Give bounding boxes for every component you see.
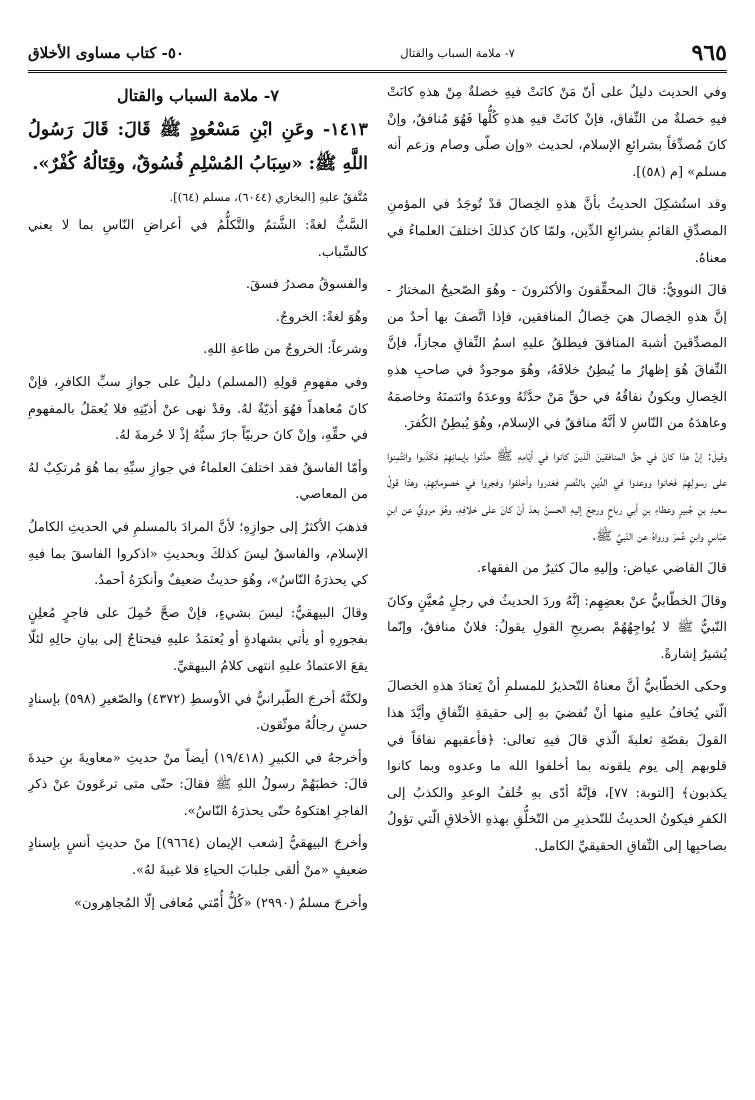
- commentary-paragraph: وفي الحديث دليلٌ على أنّ مَنْ كانَتْ فيهِ خصلةٌ مِنْ هذهِ كانَتْ فيهِ خصلةٌ من النِّفاق، فإنْ كانَتْ فيهِ هذهِ كُلُّها فَهُوَ مُنافقٌ، وإنْ كانَ مُصدِّقاً بشرائعِ الإسلام، لحديث «وإن صلّى وصام وزعم أنه مسلم» [م (٥٨)].: [387, 85, 727, 180]
- commentary-paragraph: وأخرجَ مسلمٌ (٢٩٩٠) «كُلُّ أُمّتي مُعافى إلّا المُجاهِرون»: [74, 895, 368, 911]
- commentary-paragraph: فذهبَ الأكثرُ إلى جوازِهِ؛ لأنَّ المرادَ بالمسلمِ في الحديثِ الكاملُ الإسلام، والفاسقُ ليسَ كذلكَ وبحديثِ «اذكروا الفاسقَ بما فيهِ كي يحذرَهُ النّاسُ»، وهُوَ حديثٌ ضعيفٌ وأنكرَهُ أحمدُ.: [28, 519, 368, 589]
- commentary-paragraph: ولكنَّهُ أخرجَ الطّبرانيُّ في الأوسطِ (٤٣٧٢) والصّغيرِ (٥٩٨) بإسنادٍ حسنٍ رجالُهُ موثّقون.: [28, 691, 368, 734]
- commentary-paragraph: وقالَ البيهقيُّ: ليسَ بشيءٍ، فإنْ صحَّ حُمِلَ على فاجرٍ مُعلِنٍ بفجورِهِ أو يأتي بشهادةٍ أو يُعتمَدُ عليهِ فيحتاجُ إلى بيانِ حالِهِ لئلّا يقعَ الاعتمادُ عليهِ انتهى كلامُ البيهقيِّ.: [28, 605, 368, 674]
- commentary-paragraph: وحكى الخطّابيُّ أنَّ معناهُ التّحذيرُ للمسلمِ أنْ يَعتادَ هذهِ الخصالَ الّتي يُخافُ عليهِ منها أنْ تُفضيَ بهِ إلى حقيقةِ النِّفاقِ وأيَّدَ هذا القولَ بقصّةِ ثعلبةَ الّذي قالَ فيهِ تعالى: ﴿فأعقبهم نفاقاً في قلوبهم إلى يوم يلقونه بما أخلفوا الله ما وعدوه وبما كانوا يكذبون﴾ [التوبة: ٧٧]، فإنَّهُ أدّى بهِ خُلفُ الوعدِ والكذبُ إلى الكفرِ فيكونُ الحديثُ للتّحذيرِ من التّخلُّقِ بهذهِ الأخلاقِ الّتي تؤولُ بصاحبِها إلى النِّفاقِ الحقيقيِّ الكامل.: [387, 679, 727, 855]
- header-rule: [28, 70, 727, 73]
- commentary-paragraph: وفي مفهومِ قولِهِ (المسلم) دليلٌ على جوازِ سبِّ الكافرِ، فإنْ كانَ مُعاهداً فهُوَ أذيّةٌ لهُ. وقدْ نهى عنْ أذيّتِهِ فلا يُعمَلُ بالمفهومِ في حقِّهِ، وإنْ كانَ حربيّاً جازَ سبُّهُ إذْ لا حُرمةَ لهُ.: [28, 374, 368, 444]
- column-gutter: [368, 80, 387, 1080]
- commentary-paragraph: وأخرجَ البيهقيُّ [شعب الإيمان (٩٦٦٤)] منْ حديثِ أنسٍ بإسنادٍ ضعيفٍ «منْ ألقى جلبابَ الحياءِ فلا غيبةَ لهُ».: [28, 836, 368, 879]
- text-columns: [28, 80, 727, 1080]
- commentary-paragraph: وأمّا الفاسقُ فقد اختلفَ العلماءُ في جوازِ سبِّهِ بما هُوَ مُرتكِبٌ لهُ من المعاصي.: [28, 460, 368, 503]
- chapter-running-title: ٧- ملامة السباب والقتال: [400, 46, 515, 60]
- left-column: [28, 80, 368, 1080]
- commentary-paragraph: وأخرجهُ في الكبيرِ (١٩/٤١٨) أيضاً منْ حديثِ «معاويةَ بنِ حيدةَ قالَ: خطبَهُمْ رسولُ اللهِ ﷺ فقالَ: حتّى متى ترعَوونَ عنْ ذكرِ الفاجرِ اهتكوهُ حتّى يحذرَهُ النّاسُ».: [28, 750, 368, 819]
- commentary-paragraph: وقيلَ: إنَّ هذا كانَ في حقِّ المنافقينَ الّذينَ كانوا في أيّامِهِ ﷺ حدَّثوا بإيمانِهِمْ فكَذَبوا وائتُمِنوا على رسولِهِمْ فخانوا ووعدوا في الدِّينِ بالنَّصرِ فغدروا وأخلفوا وفجروا في خصوماتِهِمْ، وهذا قولُ سعيدِ بنِ جُبيرٍ وعطاءِ بنِ أبي رباحٍ ورجعَ إليهِ الحسنُ بعدَ أنْ كانَ على خلافِهِ، وهُوَ مرويٌّ عن ابنِ عبّاسٍ وابنِ عُمرَ ورواهُ عن النّبيِّ ﷺ.: [387, 448, 727, 544]
- commentary-paragraph: السَّبُّ لغةً: الشَّتمُ والتَّكلُّمُ في أعراضِ النّاسِ بما لا يعني كالسِّباب.: [28, 218, 368, 260]
- commentary-paragraph: قالَ النوويُّ: قالَ المحقِّقونَ والأكثرونَ - وهُوَ الصّحيحُ المختارُ - إنَّ هذهِ الخِصالَ هيَ خِصالُ المنافقين، فإذا اتَّصفَ بها أحدٌ من المصدِّقينَ أشبهَ المنافقَ فيطلقُ عليهِ اسمُ النِّفاقِ مجازاً، فإنَّ النِّفاقَ هُوَ إظهارُ ما يُبطِنُ خلافَهُ، وهُوَ موجودٌ في صاحبِ هذهِ الخِصالِ ويكونُ نفاقُهُ في حقِّ مَنْ حدَّثَهُ ووعدَهُ وائتمنَهُ وخاصمَهُ وعاهدَهُ من النّاسِ لا أنَّهُ منافقٌ في الإسلام، وهُوَ يُبطِنُ الكُفرَ.: [387, 283, 727, 432]
- commentary-paragraph: والفسوقُ مصدرُ فسقَ.: [245, 277, 368, 293]
- commentary-paragraph: قالَ القاضي عياض: وإليهِ مالَ كثيرٌ من الفقهاء.: [476, 561, 727, 577]
- book-running-title: ٥٠- كتاب مساوى الأخلاق: [28, 44, 184, 62]
- commentary-paragraph: وقد استُشكِلَ الحديثُ بأنَّ هذهِ الخِصالَ قدْ تُوجَدُ في المؤمنِ المصدِّقِ القائمِ بشرائعِ الدِّين، ولمّا كانَ كذلكَ اختلفَ العلماءُ في معناهُ.: [387, 197, 727, 266]
- section-title: ٧- ملامة السباب والقتال: [116, 86, 280, 105]
- page-number: ٩٦٥: [691, 40, 727, 66]
- commentary-paragraph: وشرعاً: الخروجُ من طاعةِ اللهِ.: [203, 342, 368, 358]
- hadith-text: ١٤١٣- وعَنِ ابْنِ مَسْعُودٍ ﷺ قَالَ: قَالَ رَسُولُ اللَّهِ ﷺ: «سِبَابُ المُسْلِمِ فُسُوقٌ، وقِتَالُهُ كُفْرٌ».: [28, 119, 368, 174]
- commentary-paragraph: وقالَ الخطّابيُّ عنْ بعضِهِم: إنَّهُ وردَ الحديثُ في رجلٍ مُعيَّنٍ وكانَ النّبيُّ ﷺ لا يُواجِهُهُمْ بصريحِ القولِ يقولُ: فلانٌ منافقٌ، وإنّما يُشيرُ إشارةً.: [387, 593, 727, 662]
- page-header: [28, 38, 727, 68]
- commentary-paragraph: وهُوَ لغةً: الخروجُ.: [275, 309, 368, 325]
- right-column: [387, 80, 727, 1080]
- hadith-source: مُتَّفقٌ عليهِ [البخاري (٦٠٤٤)، مسلم (٦٤)].: [169, 190, 368, 204]
